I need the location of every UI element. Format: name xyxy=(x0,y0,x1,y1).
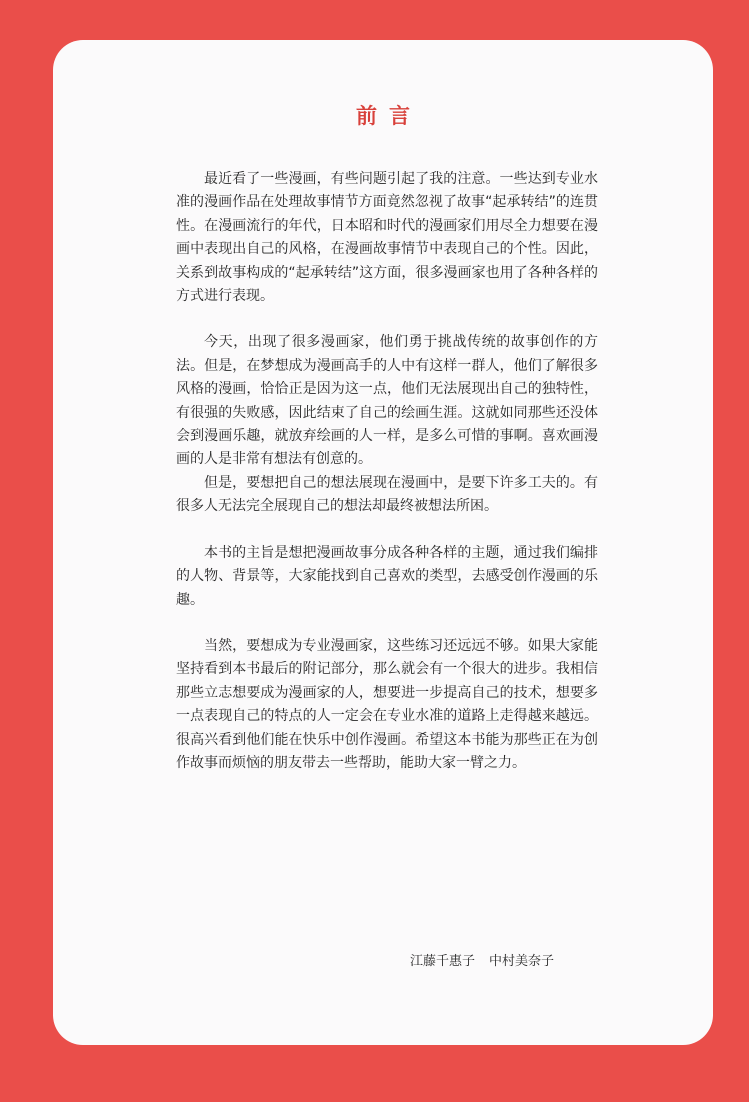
page-card xyxy=(53,40,713,1045)
paragraph-3: 但是，要想把自己的想法展现在漫画中，是要下许多工夫的。有很多人无法完全展现自己的想法却最终被想法所困。 xyxy=(176,474,598,515)
paragraph-5: 当然，要想成为专业漫画家，这些练习还远远不够。如果大家能坚持看到本书最后的附记部分，那么就会有一个很大的进步。我相信那些立志想要成为漫画家的人，想要进一步提高自己的技术，想要多一点表现自己的特点的人一定会在专业水准的道路上走得越来越远。很高兴看到他们能在快乐中创作漫画。希望这本书能为那些正在为创作故事而烦恼的朋友带去一些帮助，能助大家一臂之力。 xyxy=(176,637,598,771)
author-2: 中村美奈子 xyxy=(489,954,555,969)
paragraph-1: 最近看了一些漫画，有些问题引起了我的注意。一些达到专业水准的漫画作品在处理故事情节方面竟然忽视了故事“起承转结”的连贯性。在漫画流行的年代，日本昭和时代的漫画家们用尽全力想要在漫画中表现出自己的风格，在漫画故事情节中表现自己的个性。因此，关系到故事构成的“起承转结”这方面，很多漫画家也用了各种各样的方式进行表现。 xyxy=(176,171,598,305)
paragraph-gap xyxy=(176,519,598,542)
paragraph-4: 本书的主旨是想把漫画故事分成各种各样的主题，通过我们编排的人物、背景等，大家能找到自己喜欢的类型，去感受创作漫画的乐趣。 xyxy=(176,544,598,608)
page-title: 前言 xyxy=(356,104,422,128)
paragraph-gap xyxy=(176,612,598,635)
paragraph-gap xyxy=(176,308,598,331)
paragraph-2: 今天，出现了很多漫画家，他们勇于挑战传统的故事创作的方法。但是，在梦想成为漫画高手的人中有这样一群人，他们了解很多风格的漫画，恰恰正是因为这一点，他们无法展现出自己的独特性，有很强的失败感，因此结束了自己的绘画生涯。这就如同那些还没体会到漫画乐趣，就放弃绘画的人一样，是多么可惜的事啊。喜欢画漫画的人是非常有想法有创意的。 xyxy=(176,334,598,468)
preface-body xyxy=(176,168,598,775)
author-1: 江藤千惠子 xyxy=(410,954,476,969)
author-signature xyxy=(410,950,554,969)
